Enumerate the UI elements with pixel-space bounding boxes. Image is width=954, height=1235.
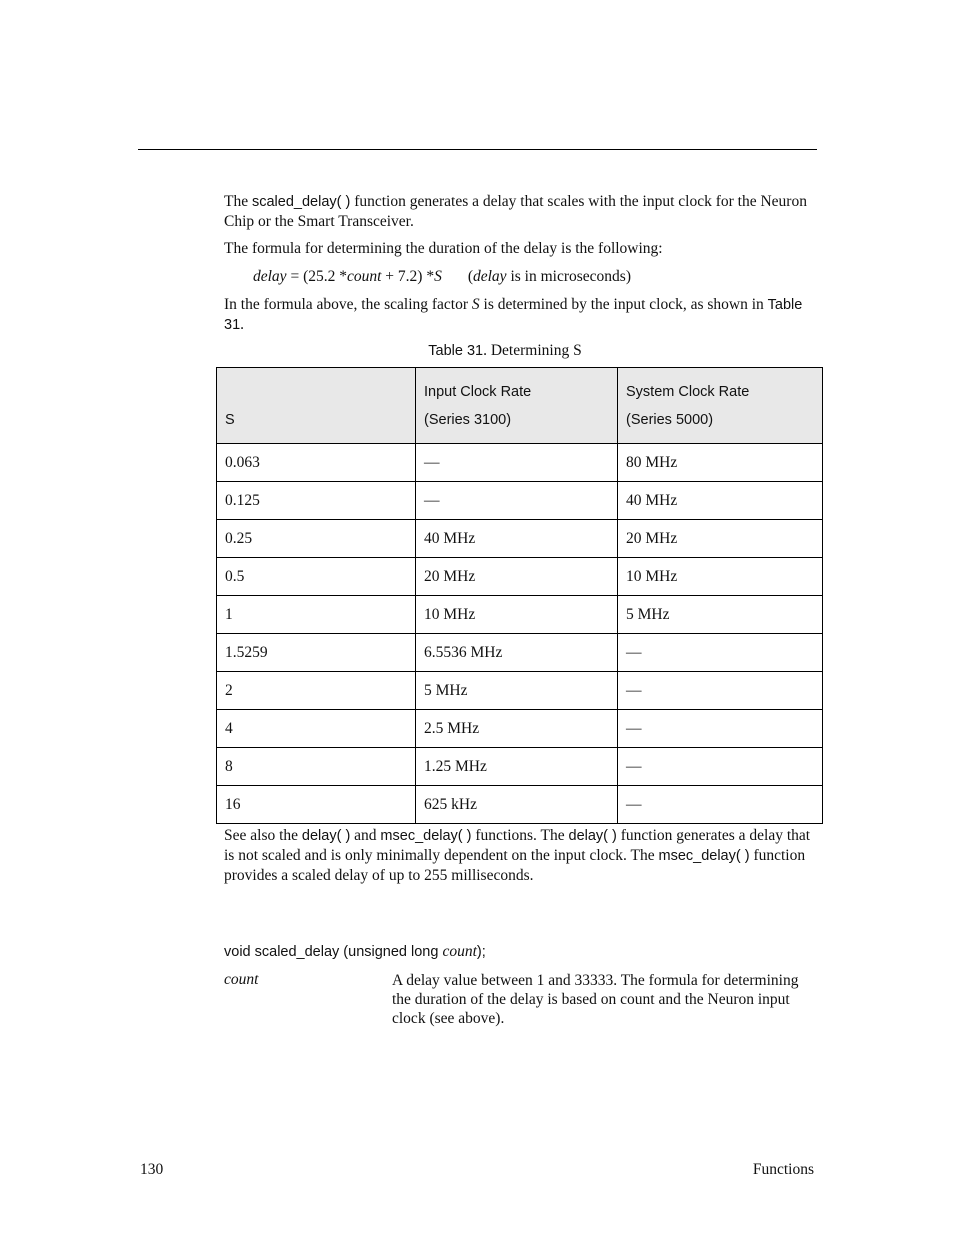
table-cell: 8 — [217, 748, 416, 786]
table-row — [217, 786, 823, 824]
table-cell: 16 — [217, 786, 416, 824]
table-cell: 0.25 — [217, 520, 416, 558]
table-cell: 10 MHz — [416, 596, 618, 634]
table-row — [217, 444, 823, 482]
function-name: delay( ) — [568, 828, 617, 844]
function-syntax: void scaled_delay (unsigned long count); — [224, 943, 486, 960]
scaling-paragraph: In the formula above, the scaling factor S is determined by the input clock, as shown in Table 31. — [224, 296, 803, 333]
table-cell: 2.5 MHz — [416, 710, 618, 748]
function-name: msec_delay( ) — [380, 828, 472, 844]
table-cell: 2 — [217, 672, 416, 710]
table-cell: 6.5536 MHz — [416, 634, 618, 672]
table-cell: — — [618, 710, 823, 748]
table-row — [217, 672, 823, 710]
table-cell: 625 kHz — [416, 786, 618, 824]
formula: delay = (25.2 *count + 7.2) *S (delay is in microseconds) — [253, 268, 631, 285]
see-also-paragraph: See also the delay( ) and msec_delay( ) functions. The delay( ) function generates a delay that is not scaled and is only minimally dependent on the input clock. The msec_delay( ) function provides a scaled delay of up to 255 milliseconds. — [224, 827, 811, 884]
table-cell: 20 MHz — [618, 520, 823, 558]
parameter-description: A delay value between 1 and 33333. The formula for determining the duration of the delay is based on count and the Neuron input clock (see above). — [392, 972, 799, 1027]
table-reference-link[interactable]: Table 31 — [224, 297, 803, 333]
table-cell: 1.5259 — [217, 634, 416, 672]
section-name: Functions — [752, 1161, 814, 1178]
table-cell: 0.063 — [217, 444, 416, 482]
table-cell: 1 — [217, 596, 416, 634]
table-cell: 20 MHz — [416, 558, 618, 596]
table-cell: 0.5 — [217, 558, 416, 596]
header-rule — [138, 149, 817, 150]
header-input-clock: Input Clock Rate (Series 3100) — [416, 368, 618, 444]
table-cell: — — [618, 748, 823, 786]
formula-intro: The formula for determining the duration of the delay is the following: — [224, 240, 663, 257]
table-row — [217, 596, 823, 634]
scaling-table — [216, 367, 823, 824]
table-cell: — — [618, 672, 823, 710]
table-row — [217, 520, 823, 558]
table-cell: 5 MHz — [618, 596, 823, 634]
table-cell: 5 MHz — [416, 672, 618, 710]
table-header-row — [217, 368, 823, 444]
table-cell: 1.25 MHz — [416, 748, 618, 786]
table-cell: 80 MHz — [618, 444, 823, 482]
table-row — [217, 482, 823, 520]
table-cell: 10 MHz — [618, 558, 823, 596]
function-name: delay( ) — [301, 828, 351, 844]
table-cell: 0.125 — [217, 482, 416, 520]
table-cell: — — [416, 444, 618, 482]
table-cell: 4 — [217, 710, 416, 748]
table-cell: — — [618, 786, 823, 824]
table-row — [217, 710, 823, 748]
function-name: msec_delay( ) — [658, 848, 750, 864]
table-cell: — — [416, 482, 618, 520]
table-caption: Table 31. Determining S — [428, 342, 582, 359]
table-cell: 40 MHz — [618, 482, 823, 520]
function-name: scaled_delay( ) — [251, 194, 351, 210]
parameter-name: count — [224, 971, 259, 988]
table-row — [217, 558, 823, 596]
table-cell: — — [618, 634, 823, 672]
table-row — [217, 634, 823, 672]
intro-paragraph: The scaled_delay( ) function generates a delay that scales with the input clock for the Neuron Chip or the Smart Transceiver. — [224, 193, 807, 230]
page-number: 130 — [140, 1161, 164, 1178]
table-cell: 40 MHz — [416, 520, 618, 558]
header-s: S — [217, 368, 416, 444]
table-row — [217, 748, 823, 786]
header-system-clock: System Clock Rate (Series 5000) — [618, 368, 823, 444]
